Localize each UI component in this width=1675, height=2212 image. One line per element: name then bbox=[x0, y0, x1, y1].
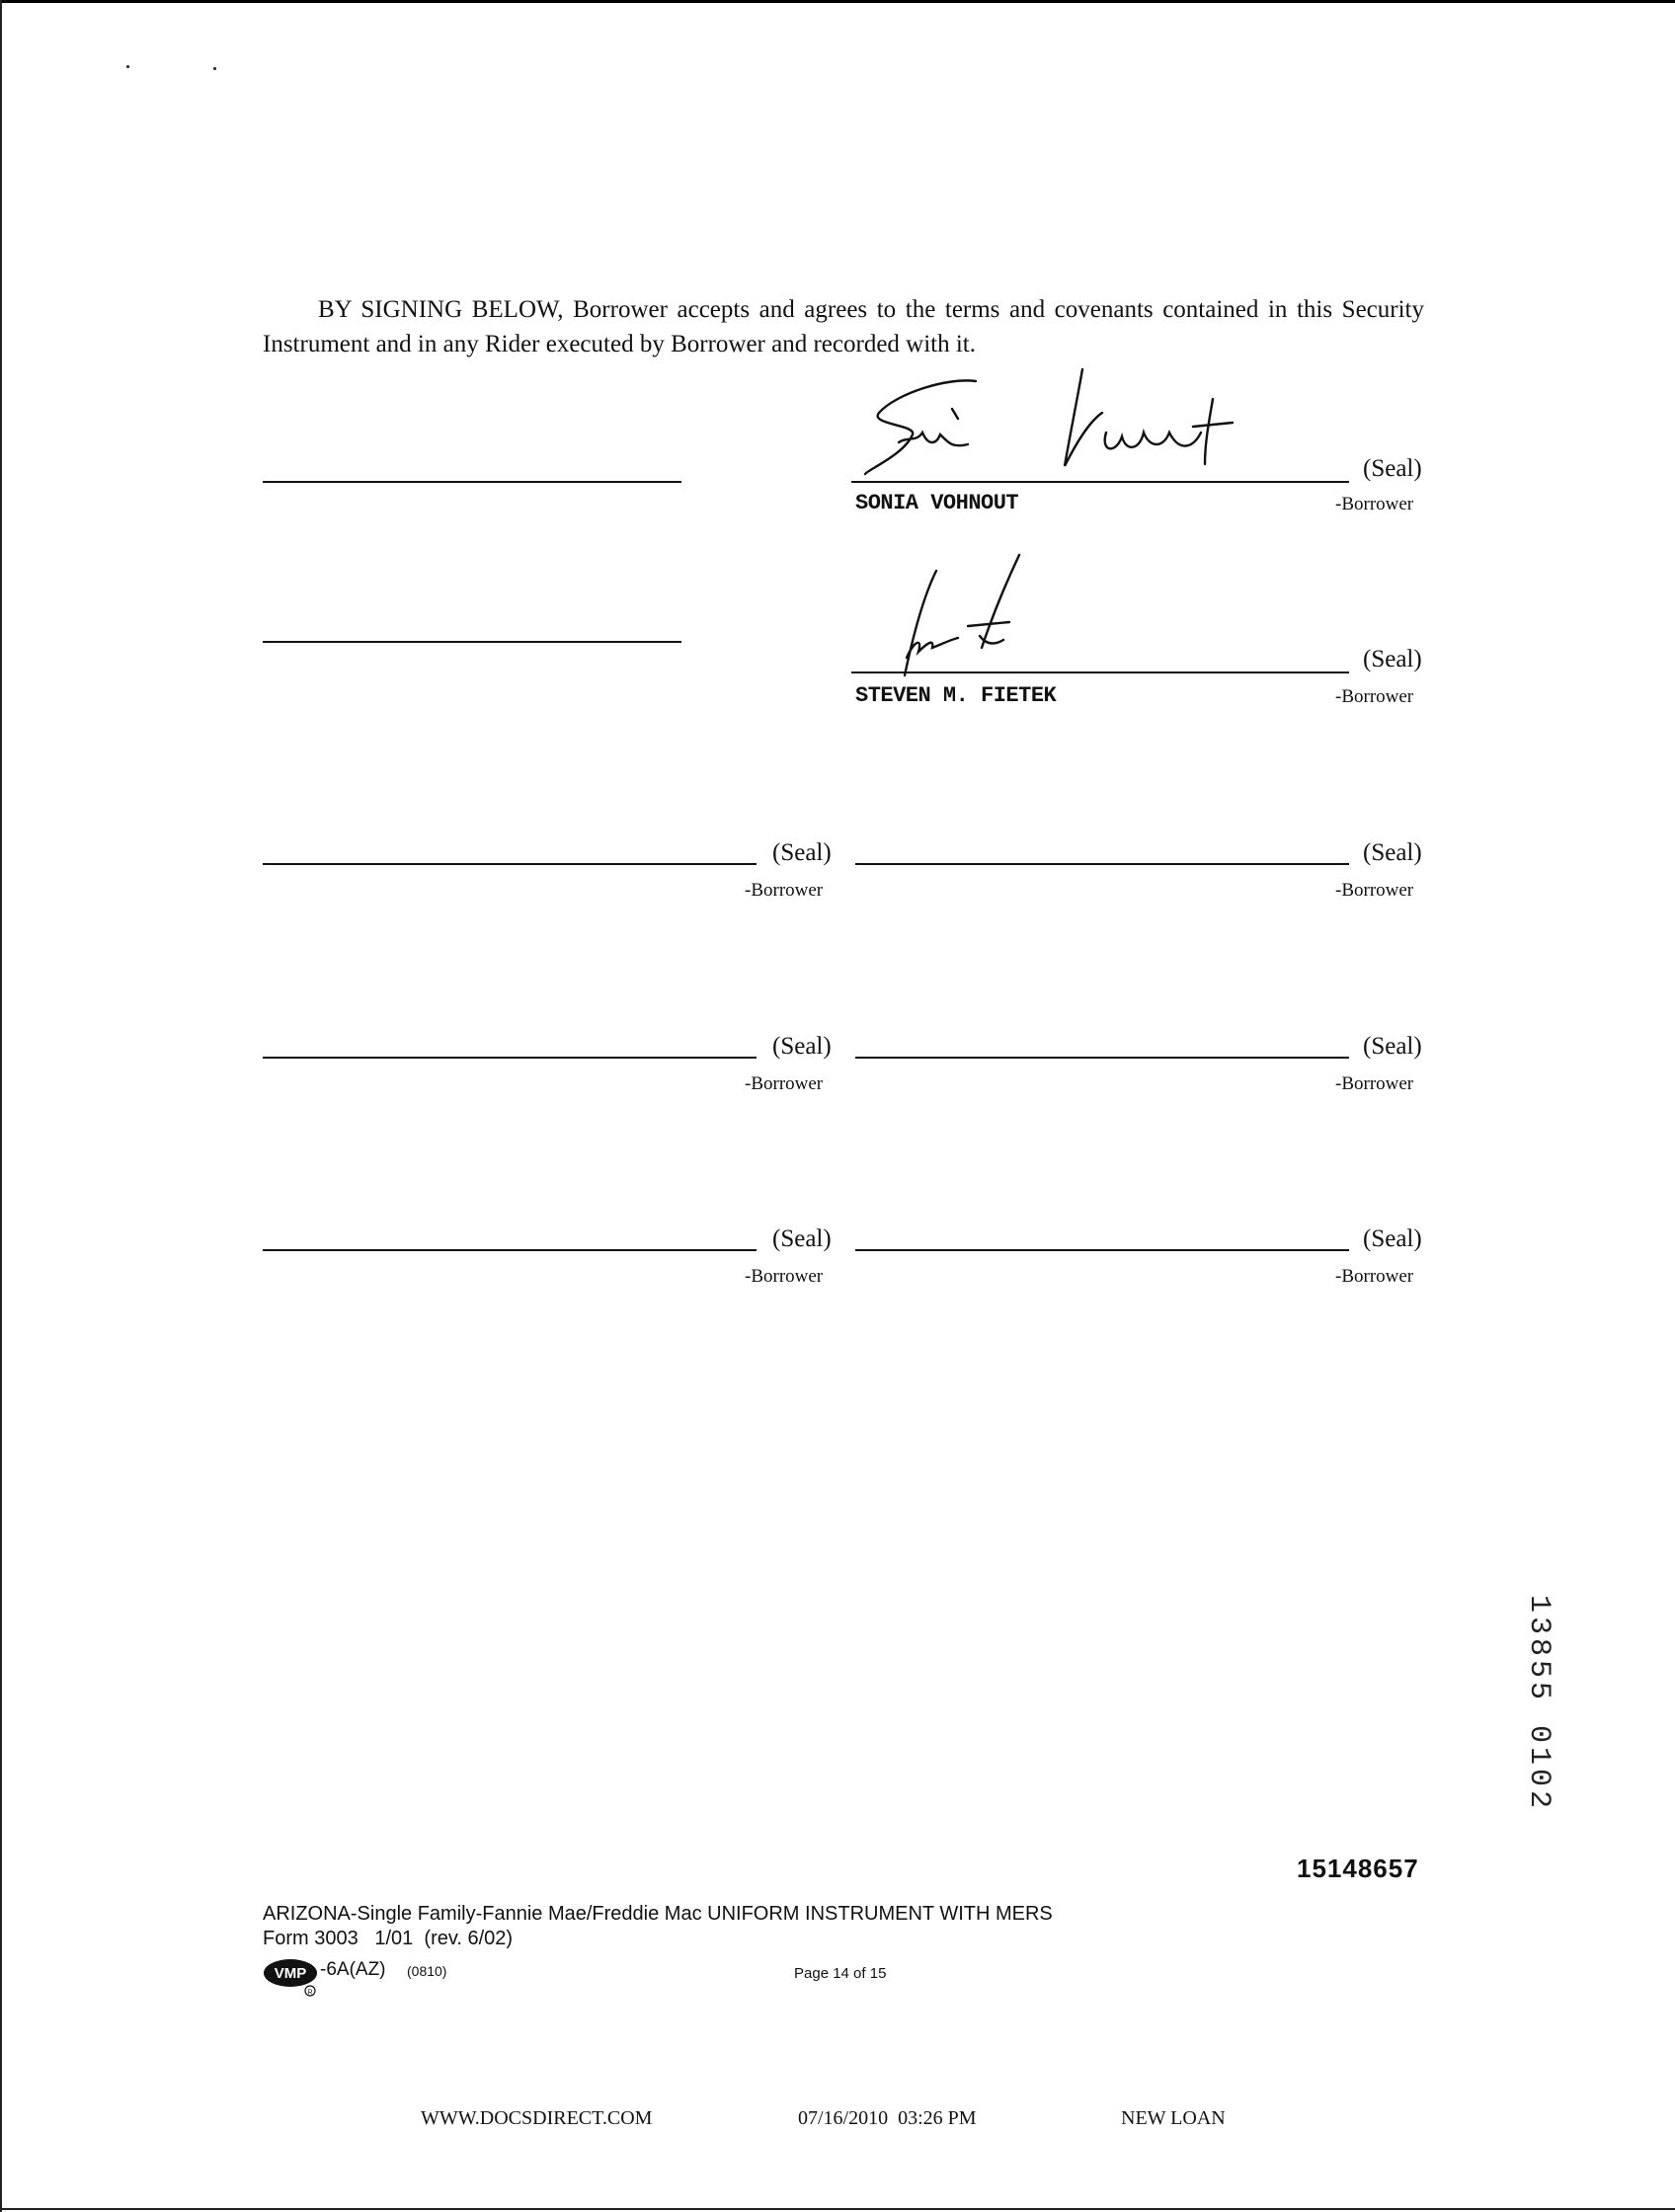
bottom-border bbox=[0, 2208, 1675, 2210]
seal-label: (Seal) bbox=[1363, 1033, 1422, 1060]
seal-label: (Seal) bbox=[1363, 455, 1422, 482]
seal-label: (Seal) bbox=[772, 839, 832, 866]
borrower-label: -Borrower bbox=[1335, 1266, 1414, 1287]
loan-number: 15148657 bbox=[1297, 1854, 1419, 1883]
vmp-logo-icon bbox=[263, 1957, 322, 1997]
signature-line-3 bbox=[263, 863, 757, 865]
borrower-label: -Borrower bbox=[1335, 880, 1414, 901]
witness-line bbox=[263, 481, 681, 483]
footer-status: NEW LOAN bbox=[1121, 2107, 1226, 2129]
signature-line-6 bbox=[855, 1057, 1349, 1059]
form-title: ARIZONA-Single Family-Fannie Mae/Freddie Mac UNIFORM INSTRUMENT WITH MERS bbox=[263, 1903, 1053, 1925]
form-number: Form 3003 1/01 (rev. 6/02) bbox=[263, 1928, 514, 1949]
form-code: -6A(AZ) bbox=[320, 1959, 386, 1980]
witness-line bbox=[263, 641, 681, 643]
borrower-label: -Borrower bbox=[745, 1073, 824, 1094]
top-border bbox=[0, 0, 1675, 3]
signer-name-1: SONIA VOHNOUT bbox=[855, 491, 1019, 515]
footer-site: WWW.DOCSDIRECT.COM bbox=[421, 2107, 653, 2129]
footer-timestamp: 07/16/2010 03:26 PM bbox=[798, 2107, 977, 2129]
signing-statement bbox=[263, 292, 1424, 361]
signature-line-1 bbox=[851, 481, 1349, 483]
signature-line-2 bbox=[851, 672, 1349, 673]
borrower-label: -Borrower bbox=[1335, 494, 1414, 514]
seal-label: (Seal) bbox=[772, 1225, 832, 1252]
signature-line-7 bbox=[263, 1249, 757, 1251]
page-number: Page 14 of 15 bbox=[794, 1965, 887, 1982]
scan-speck bbox=[126, 65, 129, 68]
seal-label: (Seal) bbox=[1363, 839, 1422, 866]
signature-steven bbox=[871, 549, 1049, 687]
signing-text: Borrower accepts and agrees to the terms and covenants contained in this Security Instrument and in any Rider executed by Borrower and recorded with it. bbox=[263, 296, 1424, 357]
signature-line-4 bbox=[855, 863, 1349, 865]
scan-speck bbox=[213, 67, 216, 70]
signature-line-8 bbox=[855, 1249, 1349, 1251]
borrower-label: -Borrower bbox=[745, 1266, 824, 1287]
seal-label: (Seal) bbox=[1363, 646, 1422, 672]
borrower-label: -Borrower bbox=[745, 880, 824, 901]
form-code-sub: (0810) bbox=[407, 1963, 447, 1979]
recording-stamp: 13855 0102 bbox=[1522, 1595, 1555, 1813]
svg-text:R: R bbox=[307, 1989, 313, 1997]
borrower-label: -Borrower bbox=[1335, 686, 1414, 707]
signing-lead: BY SIGNING BELOW, bbox=[318, 296, 564, 323]
signature-line-5 bbox=[263, 1057, 757, 1059]
vmp-logo-text: VMP bbox=[274, 1965, 307, 1982]
signer-name-2: STEVEN M. FIETEK bbox=[855, 683, 1057, 708]
borrower-label: -Borrower bbox=[1335, 1073, 1414, 1094]
seal-label: (Seal) bbox=[1363, 1225, 1422, 1252]
left-border bbox=[0, 0, 2, 2212]
seal-label: (Seal) bbox=[772, 1033, 832, 1060]
signature-sonia bbox=[857, 363, 1252, 482]
